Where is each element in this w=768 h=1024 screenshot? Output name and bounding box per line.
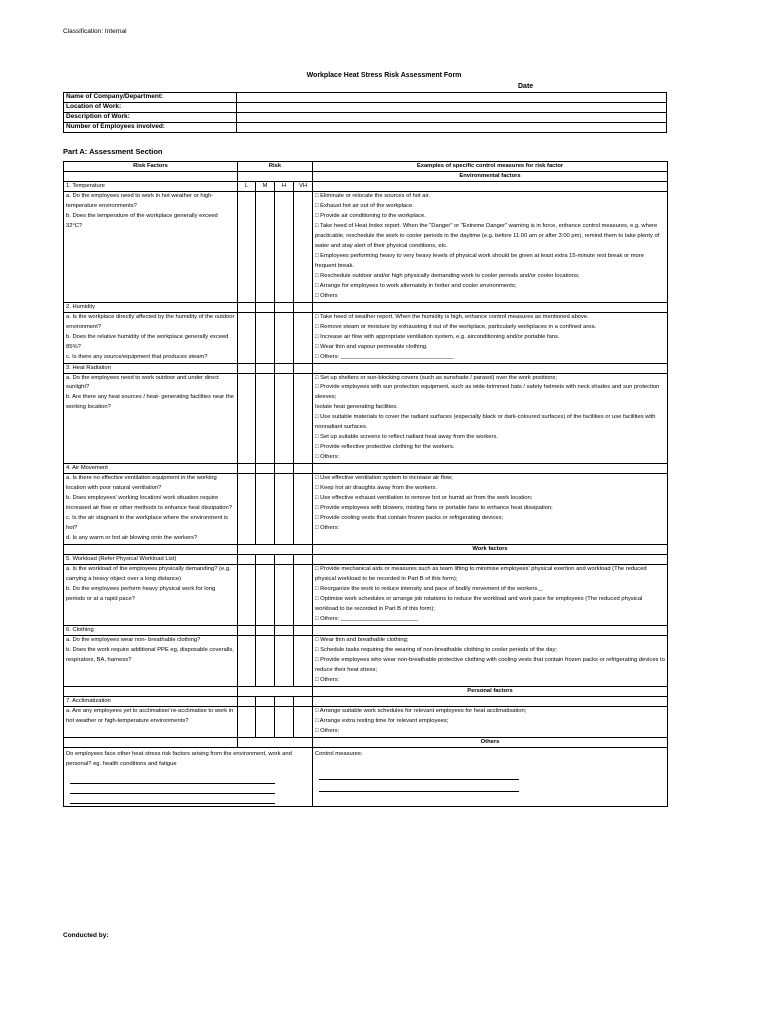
factor-row [64, 706, 668, 737]
risk-m-checkbox[interactable] [256, 706, 275, 737]
measures-label-cell [313, 302, 668, 312]
control-measures-lines[interactable] [315, 768, 665, 792]
band-blank [238, 545, 313, 555]
factor-row [64, 192, 668, 303]
header-measures: Examples of specific control measures for risk factor [313, 162, 668, 172]
classification-label: Classification: Internal [63, 28, 127, 35]
info-field[interactable] [237, 113, 667, 123]
factor-measures: □ Provide mechanical aids or measures such as team lifting to minimise employees' physical exertion and workload (The reduced physical workload to be recorded in Part B of this form); □ Reorganize the work to reduce intensity and pace of bodily movement of the workers._ □ Optimise work schedules or arrange job rotations to reduce the workload and work pace for employees (The reduced physical workload to be recorded in Part B of this form); □ Others: ________________________ [313, 565, 668, 626]
risk-level-l: L [238, 182, 256, 192]
factor-label: 7. Acclimatization [64, 696, 238, 706]
risk-h-checkbox[interactable] [275, 706, 294, 737]
band-blank [64, 545, 238, 555]
risk-label-cell [275, 696, 294, 706]
risk-m-checkbox[interactable] [256, 373, 275, 464]
risk-label-cell [294, 464, 313, 474]
answer-line[interactable] [319, 780, 519, 792]
assessment-table [63, 161, 668, 807]
risk-l-checkbox[interactable] [238, 312, 256, 363]
risk-level-h: H [275, 182, 294, 192]
factor-label: 6. Clothing [64, 625, 238, 635]
measures-label-cell [313, 555, 668, 565]
risk-label-cell [256, 464, 275, 474]
conducted-by-label: Conducted by: [63, 932, 109, 939]
factor-measures: □ Take heed of weather report. When the humidity is high, enhance control measures as mentioned above. □ Remove steam or moisture by exhausting it out of the workplace, particularly workplaces in a confined area. □ Increase air flow with appropriate ventilation system, e.g. airconditioning and/or portable fans. □ Wear thin and vapour permeable clothing. □ Others: ___________________________________ [313, 312, 668, 363]
risk-m-checkbox[interactable] [256, 192, 275, 303]
others-question-cell [64, 747, 313, 806]
risk-l-checkbox[interactable] [238, 565, 256, 626]
info-label: Location of Work: [64, 103, 237, 113]
header-row [64, 162, 668, 172]
risk-label-cell [238, 363, 256, 373]
control-measures-cell [313, 747, 668, 806]
answer-line[interactable] [70, 794, 275, 804]
info-row [64, 103, 667, 113]
measures-label-cell [313, 182, 668, 192]
form-title: Workplace Heat Stress Risk Assessment Form [306, 72, 462, 79]
risk-vh-checkbox[interactable] [294, 474, 313, 545]
header-risk-factors: Risk Factors [64, 162, 238, 172]
factor-questions: a. Are any employees yet to acclimatise/ re-acclimatise to work in hot weather or high-temperature environments? [64, 706, 238, 737]
factor-label-row [64, 363, 668, 373]
header-risk: Risk [238, 162, 313, 172]
risk-l-checkbox[interactable] [238, 373, 256, 464]
factor-measures: □ Arrange suitable work schedules for relevant employees for heat acclimatisation; □ Arrange extra resting time for relevant employees; □ Others: [313, 706, 668, 737]
risk-vh-checkbox[interactable] [294, 706, 313, 737]
info-field[interactable] [237, 93, 667, 103]
risk-label-cell [256, 555, 275, 565]
control-measures-label: Control measures: [315, 750, 363, 757]
band-blank [64, 172, 238, 182]
risk-l-checkbox[interactable] [238, 474, 256, 545]
factor-measures: □ Use effective ventilation system to increase air flow; □ Keep hot air draughts away from the workers. □ Use effective exhaust ventilation to remove hot or humid air from the work location; □ Provide employees with blowers, misting fans or portable fans to enhance heat dissipation; □ Provide cooling vests that contain frozen packs or refrigerating devices; □ Others: [313, 474, 668, 545]
factor-label-row [64, 696, 668, 706]
info-row [64, 113, 667, 123]
others-band: Others [313, 737, 668, 747]
risk-label-cell [256, 625, 275, 635]
date-label: Date [518, 83, 534, 90]
factor-label-row [64, 302, 668, 312]
info-row [64, 123, 667, 133]
measures-label-cell [313, 363, 668, 373]
risk-label-cell [275, 363, 294, 373]
info-label: Name of Company/Department: [64, 93, 237, 103]
risk-h-checkbox[interactable] [275, 312, 294, 363]
others-band-row [64, 737, 668, 747]
factor-questions: a. Do the employees need to work in hot weather or high-temperature environments? b. Does the temperature of the workplace generally exceed 32°C? [64, 192, 238, 303]
band-blank [238, 737, 313, 747]
risk-h-checkbox[interactable] [275, 373, 294, 464]
risk-l-checkbox[interactable] [238, 192, 256, 303]
factor-row [64, 474, 668, 545]
risk-label-cell [275, 625, 294, 635]
environmental-band-row [64, 172, 668, 182]
others-question: Do employees face other heat stress risk factors arising from the environment, work and personal? eg. health conditions and fatigue [66, 750, 292, 767]
factor-questions: a. Is the workplace directly affected by the humidity of the outdoor environment? b. Does the relative humidity of the workplace generally exceed 85%? c. Is there any source/equipment that produces steam? [64, 312, 238, 363]
factor-label-row [64, 625, 668, 635]
risk-level-m: M [256, 182, 275, 192]
info-row [64, 93, 667, 103]
answer-line[interactable] [70, 784, 275, 794]
risk-m-checkbox[interactable] [256, 312, 275, 363]
factor-label: 5. Workload (Refer Physical Workload List) [64, 555, 238, 565]
risk-label-cell [275, 555, 294, 565]
risk-label-cell [275, 302, 294, 312]
factor-label: 4. Air Movement [64, 464, 238, 474]
band-blank [238, 172, 313, 182]
others-row [64, 747, 668, 806]
factor-row [64, 373, 668, 464]
risk-vh-checkbox[interactable] [294, 373, 313, 464]
risk-label-cell [238, 555, 256, 565]
factor-label-row [64, 555, 668, 565]
factor-label-row [64, 464, 668, 474]
factor-questions: a. Do the employees need to work outdoor and under direct sunlight? b. Are there any heat sources / heat- generating facilities near the working location? [64, 373, 238, 464]
risk-label-cell [294, 625, 313, 635]
measures-label-cell [313, 625, 668, 635]
risk-label-cell [294, 696, 313, 706]
risk-label-cell [294, 555, 313, 565]
environmental-factors-band: Environmental factors [313, 172, 668, 182]
work-factors-band: Work factors [313, 545, 668, 555]
risk-label-cell [294, 363, 313, 373]
risk-label-cell [256, 696, 275, 706]
factor-questions: a. Is there no effective ventilation equipment in the working location with poor natural ventilation? b. Does employees' working location/ work situation require increased air flow or other methods to enhance heat dissipation? c. Is the air stagnant in the workplace where the environment is hot? d. Is any warm or hot air blowing onto the workers? [64, 474, 238, 545]
risk-l-checkbox[interactable] [238, 635, 256, 686]
info-label: Description of Work: [64, 113, 237, 123]
risk-label-cell [238, 625, 256, 635]
info-label: Number of Employees involved: [64, 123, 237, 133]
risk-m-checkbox[interactable] [256, 565, 275, 626]
factor-questions: a. Is the workload of the employees physically demanding? (e.g. carrying a heavy object over a long distance) b. Do the employees perform heavy physical work for long periods or at a rapid pace? [64, 565, 238, 626]
risk-l-checkbox[interactable] [238, 706, 256, 737]
section-heading-part-a: Part A: Assessment Section [63, 147, 163, 156]
risk-vh-checkbox[interactable] [294, 312, 313, 363]
risk-label-cell [256, 302, 275, 312]
factor-label: 1. Temperature [64, 182, 238, 192]
factor-measures: □ Set up shelters or sun-blocking covers (such as sunshade / parasol) over the work positions; □ Provide employees with sun protection equipment, such as wide-brimmed hats / safety helmets with neck shades and sun protection sleeves; Isolate heat generating facilities. □ Use suitable materials to cover the radiant surfaces (especially black or dark-coloured surfaces) of the facilities or use facilities with nonradiant surfaces. □ Set up suitable screens to reflect radiant heat away from the workers. □ Provide reflective protective clothing for the workers. □ Others: [313, 373, 668, 464]
risk-label-cell [238, 302, 256, 312]
answer-line[interactable] [319, 768, 519, 780]
risk-m-checkbox[interactable] [256, 635, 275, 686]
info-field[interactable] [237, 123, 667, 133]
risk-label-cell [238, 464, 256, 474]
risk-label-cell [275, 464, 294, 474]
measures-label-cell [313, 464, 668, 474]
others-answer-lines[interactable] [66, 774, 310, 804]
risk-vh-checkbox[interactable] [294, 565, 313, 626]
risk-h-checkbox[interactable] [275, 192, 294, 303]
risk-vh-checkbox[interactable] [294, 635, 313, 686]
band-blank [238, 686, 313, 696]
personal-factors-band-row [64, 686, 668, 696]
risk-label-cell [294, 302, 313, 312]
factor-questions: a. Do the employees wear non- breathable clothing? b. Does the work require additional PPE eg, disposable coveralls, respirators, BA, harness? [64, 635, 238, 686]
personal-factors-band: Personal factors [313, 686, 668, 696]
factor-row [64, 312, 668, 363]
factor-label: 3. Heat Radiation [64, 363, 238, 373]
factor-row [64, 565, 668, 626]
risk-h-checkbox[interactable] [275, 474, 294, 545]
risk-h-checkbox[interactable] [275, 635, 294, 686]
factor-label: 2. Humidity [64, 302, 238, 312]
factor-measures: □ Wear thin and breathable clothing; □ Schedule tasks requiring the wearing of non-breathable clothing to cooler periods of the day; □ Provide employees who wear non-breathable protective clothing with cooling vests that contain frozen packs or refrigerating devices to reduce their heat stress; □ Others: [313, 635, 668, 686]
risk-level-vh: VH [294, 182, 313, 192]
info-table [63, 92, 667, 133]
measures-label-cell [313, 696, 668, 706]
factor-label-row [64, 182, 668, 192]
answer-line[interactable] [70, 774, 275, 784]
band-blank [64, 737, 238, 747]
factor-row [64, 635, 668, 686]
factor-measures: □ Eliminate or relocate the sources of hot air. □ Exhaust hot air out of the workplace. □ Provide air conditioning to the workplace. □ Take heed of Heat Index report. When the "Danger" or "Extreme Danger" warning is in force, enhance control measures, e.g. where practicable, reschedule the work to cooler periods in the daytime (e.g. before 11:00 am or after 3:00 pm), remind them to take plenty of water and stay alert of their physical conditions, etc. □ Employees performing heavy to very heavy levels of physical work should be given at least extra 15-minute rest break or more frequent break. □ Reschedule outdoor and/or high physically demanding work to cooler periods and/or cooler locations; □ Arrange for employees to work alternately in hotter and cooler environments; □ Others [313, 192, 668, 303]
risk-label-cell [256, 363, 275, 373]
band-blank [64, 686, 238, 696]
risk-label-cell [238, 696, 256, 706]
risk-m-checkbox[interactable] [256, 474, 275, 545]
work-factors-band-row [64, 545, 668, 555]
risk-h-checkbox[interactable] [275, 565, 294, 626]
info-field[interactable] [237, 103, 667, 113]
risk-vh-checkbox[interactable] [294, 192, 313, 303]
